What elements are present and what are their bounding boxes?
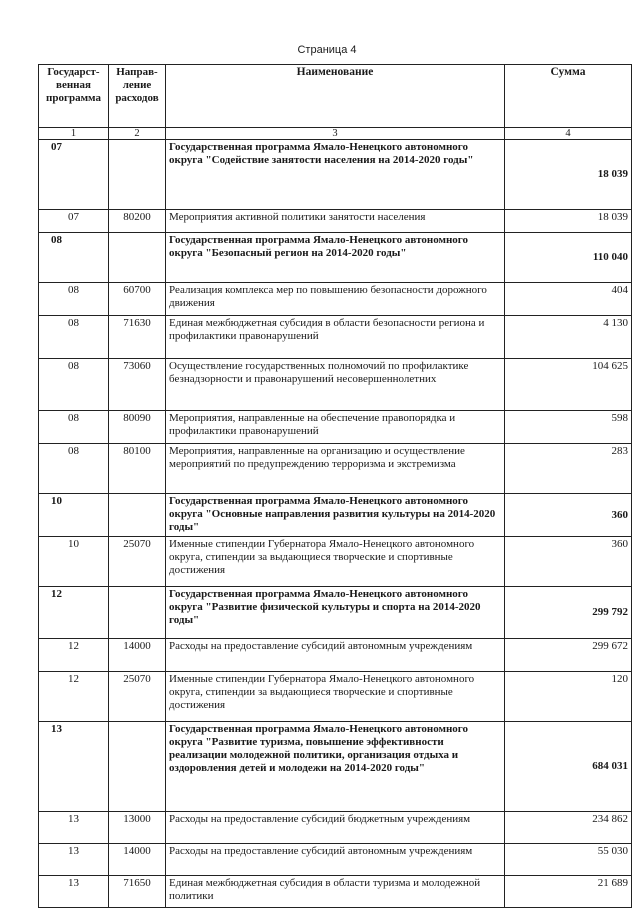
program-code: 12 [39, 639, 109, 672]
program-code: 12 [39, 672, 109, 722]
program-code: 07 [39, 140, 109, 210]
item-sum: 404 [505, 283, 632, 316]
direction-code: 71630 [109, 316, 166, 359]
direction-code [109, 722, 166, 812]
program-row [39, 587, 632, 639]
item-sum: 234 862 [505, 812, 632, 844]
program-code: 10 [39, 494, 109, 537]
program-code: 13 [39, 844, 109, 876]
item-name: Расходы на предоставление субсидий автономным учреждениям [166, 639, 505, 672]
item-name: Мероприятия, направленные на организацию и осуществление мероприятий по предупреждению терроризма и экстремизма [166, 444, 505, 494]
page-number-label: Страница 4 [297, 44, 357, 56]
direction-code: 73060 [109, 359, 166, 411]
item-sum: 18 039 [505, 210, 632, 233]
direction-code [109, 494, 166, 537]
program-row [39, 722, 632, 812]
item-name: Реализация комплекса мер по повышению безопасности дорожного движения [166, 283, 505, 316]
program-row [39, 494, 632, 537]
column-number: 4 [505, 128, 632, 140]
expense-row [39, 316, 632, 359]
direction-code: 14000 [109, 639, 166, 672]
direction-code: 80090 [109, 411, 166, 444]
direction-code: 14000 [109, 844, 166, 876]
direction-code: 80200 [109, 210, 166, 233]
item-name: Единая межбюджетная субсидия в области туризма и молодежной политики [166, 876, 505, 908]
direction-code [109, 233, 166, 283]
program-code: 08 [39, 283, 109, 316]
item-sum: 18 039 [505, 140, 632, 210]
direction-code: 80100 [109, 444, 166, 494]
program-code: 12 [39, 587, 109, 639]
program-code: 08 [39, 316, 109, 359]
item-name: Государственная программа Ямало-Ненецкого автономного округа "Основные направления развития культуры на 2014-2020 годы" [166, 494, 505, 537]
item-name: Расходы на предоставление субсидий бюджетным учреждениям [166, 812, 505, 844]
item-name: Государственная программа Ямало-Ненецкого автономного округа "Развитие туризма, повышение эффективности реализации молодежной политики, организация отдыха и оздоровления детей и молодежи на 2014-2020 годы" [166, 722, 505, 812]
expense-row [39, 672, 632, 722]
program-row [39, 233, 632, 283]
direction-code [109, 140, 166, 210]
program-code: 08 [39, 359, 109, 411]
item-sum: 21 689 [505, 876, 632, 908]
program-code: 13 [39, 876, 109, 908]
item-sum: 360 [505, 537, 632, 587]
column-number: 3 [166, 128, 505, 140]
header-program: Государст-венная программа [39, 65, 109, 128]
expense-row [39, 844, 632, 876]
direction-code [109, 587, 166, 639]
header-direction: Направ-ление расходов [109, 65, 166, 128]
header-sum: Сумма [505, 65, 632, 128]
program-code: 07 [39, 210, 109, 233]
item-sum: 283 [505, 444, 632, 494]
item-name: Именные стипендии Губернатора Ямало-Ненецкого автономного округа, стипендии за выдающиеся творческие и спортивные достижения [166, 672, 505, 722]
item-name: Государственная программа Ямало-Ненецкого автономного округа "Безопасный регион на 2014-2020 годы" [166, 233, 505, 283]
program-code: 13 [39, 812, 109, 844]
item-sum: 104 625 [505, 359, 632, 411]
item-sum: 55 030 [505, 844, 632, 876]
item-name: Мероприятия, направленные на обеспечение правопорядка и профилактики правонарушений [166, 411, 505, 444]
program-code: 08 [39, 411, 109, 444]
item-name: Мероприятия активной политики занятости населения [166, 210, 505, 233]
expense-row [39, 876, 632, 908]
column-number-row [39, 128, 632, 140]
direction-code: 25070 [109, 537, 166, 587]
item-name: Государственная программа Ямало-Ненецкого автономного округа "Развитие физической культуры и спорта на 2014-2020 годы" [166, 587, 505, 639]
expense-row [39, 283, 632, 316]
direction-code: 71650 [109, 876, 166, 908]
item-sum: 120 [505, 672, 632, 722]
program-code: 08 [39, 233, 109, 283]
expense-row [39, 210, 632, 233]
item-sum: 110 040 [505, 233, 632, 283]
expense-row [39, 812, 632, 844]
item-sum: 4 130 [505, 316, 632, 359]
budget-table [38, 64, 632, 908]
item-name: Осуществление государственных полномочий по профилактике безнадзорности и правонарушений несовершеннолетних [166, 359, 505, 411]
header-name: Наименование [166, 65, 505, 128]
expense-row [39, 537, 632, 587]
program-code: 08 [39, 444, 109, 494]
program-code: 10 [39, 537, 109, 587]
expense-row [39, 639, 632, 672]
item-sum: 360 [505, 494, 632, 537]
item-sum: 598 [505, 411, 632, 444]
item-sum: 684 031 [505, 722, 632, 812]
column-number: 1 [39, 128, 109, 140]
direction-code: 60700 [109, 283, 166, 316]
item-name: Государственная программа Ямало-Ненецкого автономного округа "Содействие занятости населения на 2014-2020 годы" [166, 140, 505, 210]
program-code: 13 [39, 722, 109, 812]
program-row [39, 140, 632, 210]
expense-row [39, 359, 632, 411]
item-name: Единая межбюджетная субсидия в области безопасности региона и профилактики правонарушений [166, 316, 505, 359]
item-name: Именные стипендии Губернатора Ямало-Ненецкого автономного округа, стипендии за выдающиеся творческие и спортивные достижения [166, 537, 505, 587]
direction-code: 13000 [109, 812, 166, 844]
item-name: Расходы на предоставление субсидий автономным учреждениям [166, 844, 505, 876]
expense-row [39, 444, 632, 494]
direction-code: 25070 [109, 672, 166, 722]
expense-row [39, 411, 632, 444]
item-sum: 299 792 [505, 587, 632, 639]
column-number: 2 [109, 128, 166, 140]
table-header-row [39, 65, 632, 128]
item-sum: 299 672 [505, 639, 632, 672]
